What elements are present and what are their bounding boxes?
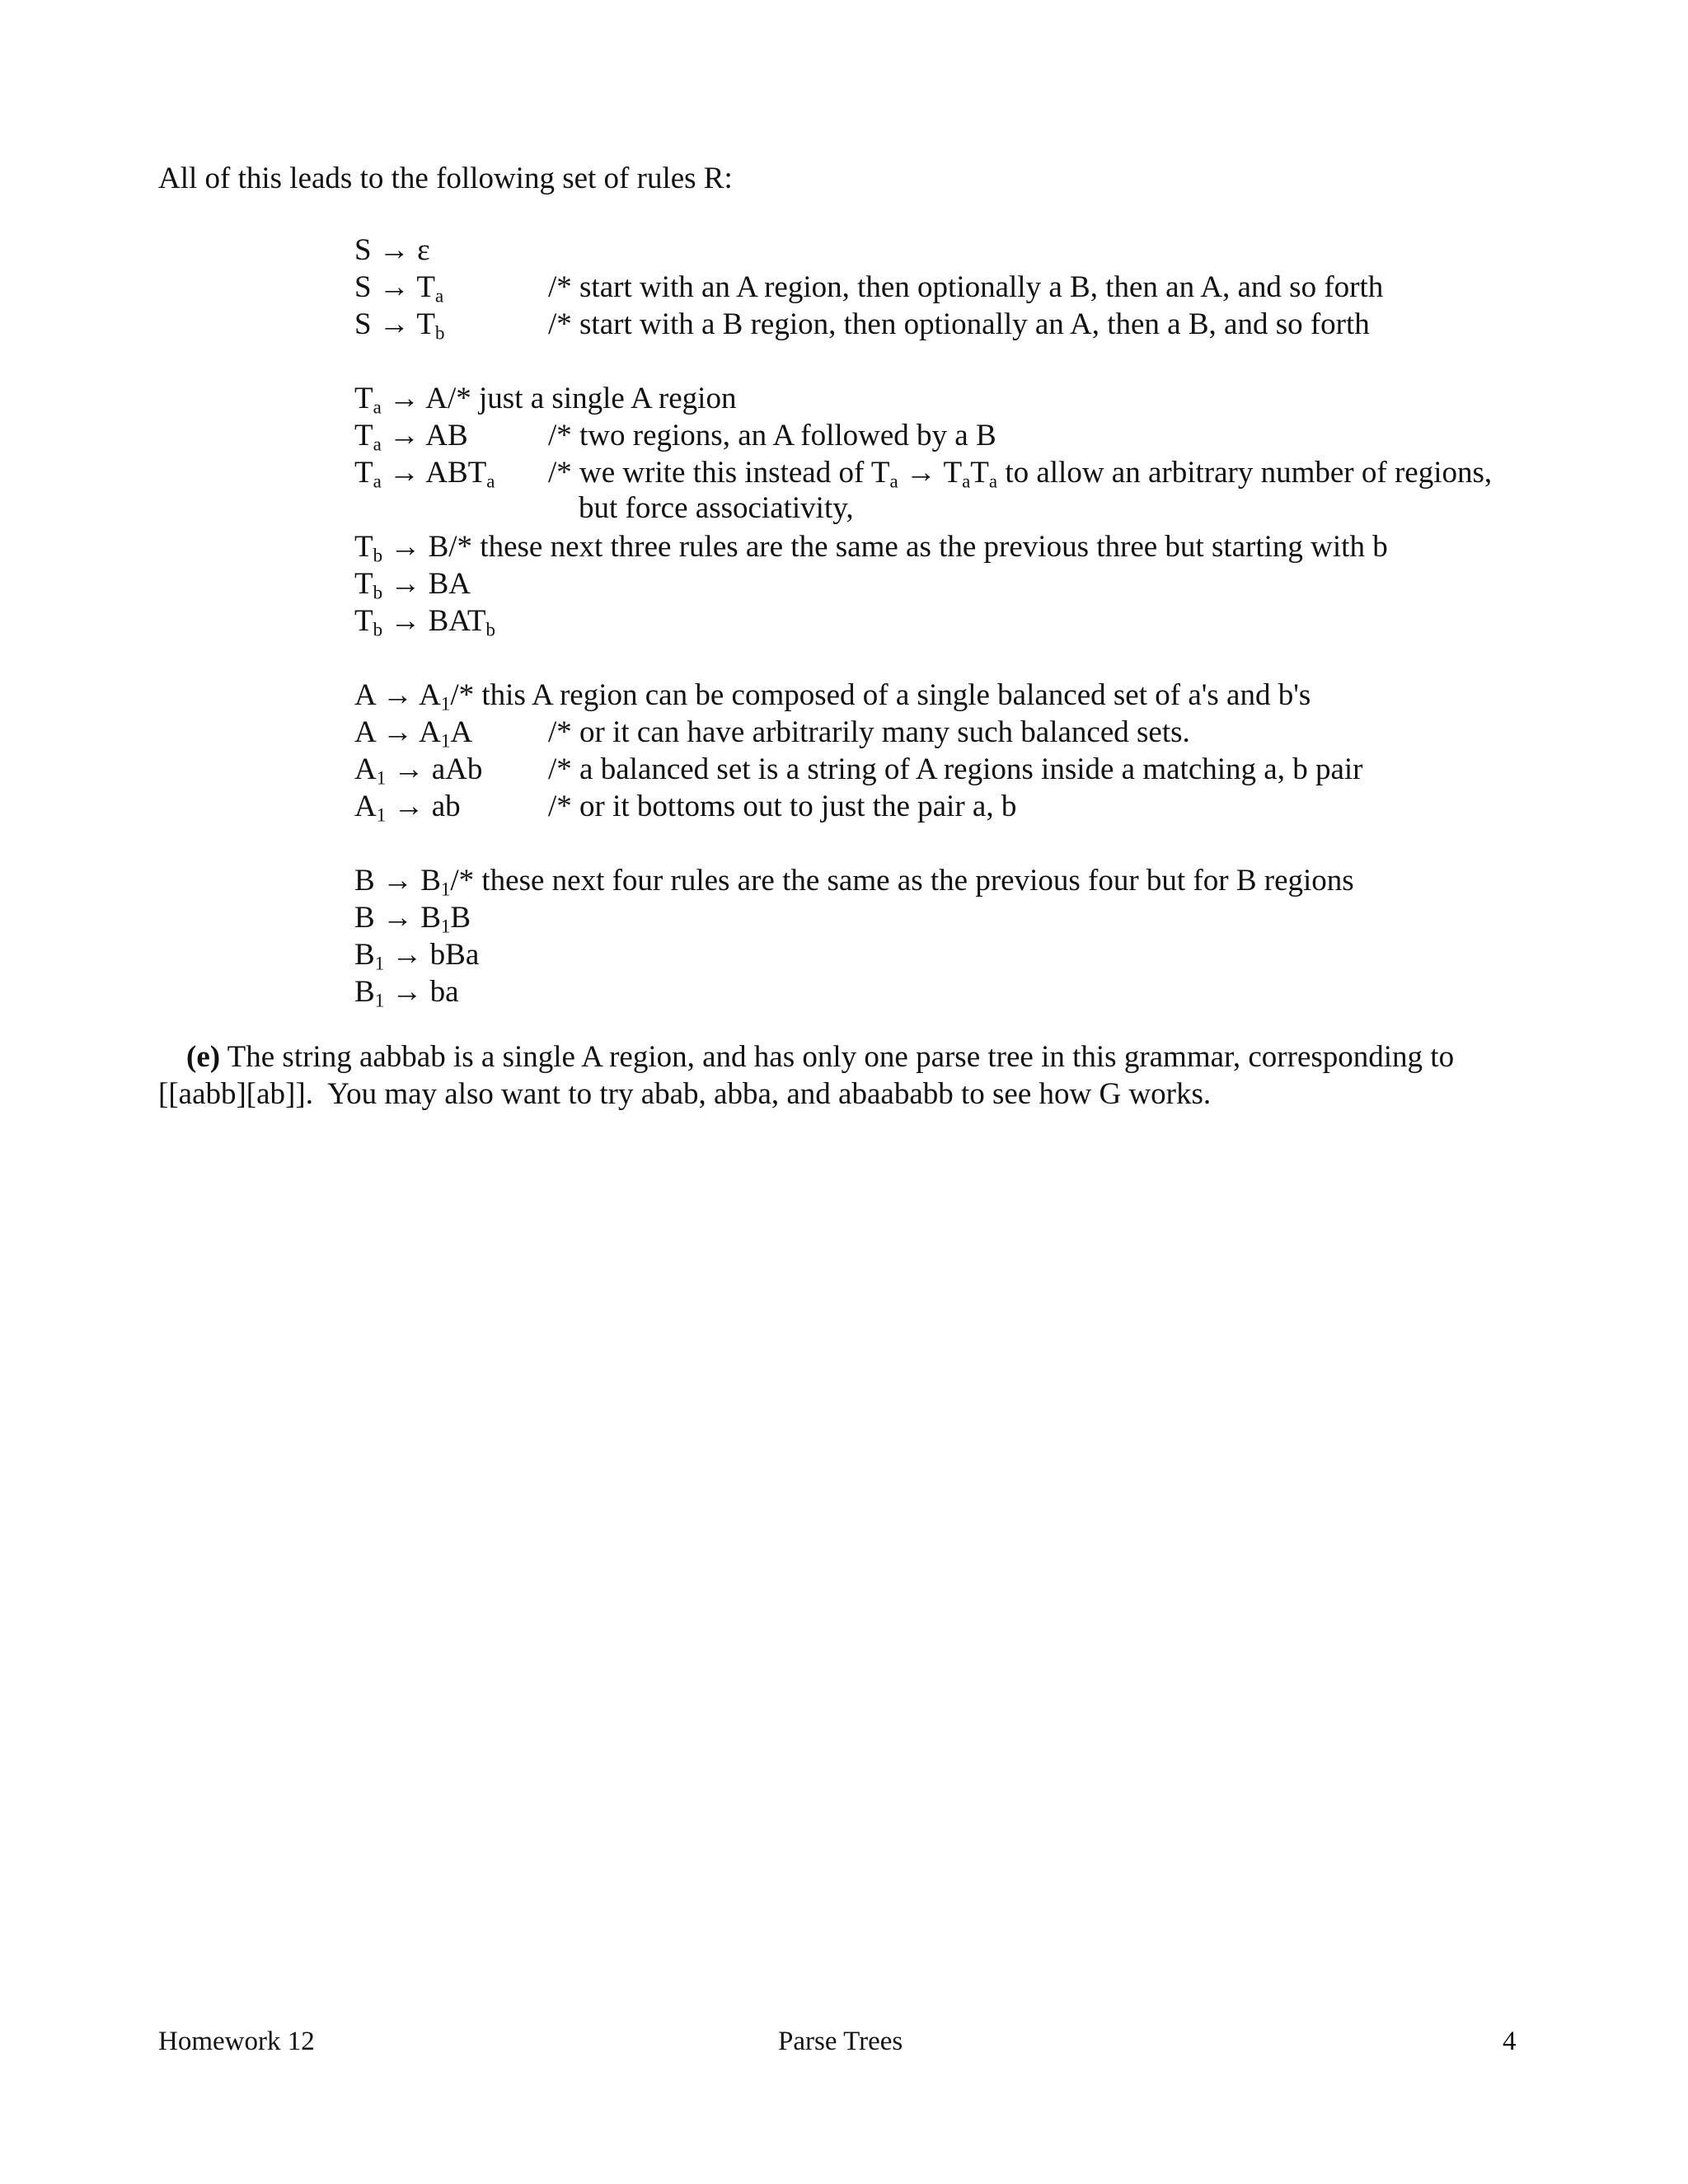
footer-right: 4 <box>1503 2027 1517 2056</box>
rule-lhs-subscript: b <box>373 582 383 603</box>
part-e-text-1: The string aabbab is a single A region, and has only one parse tree in this grammar, corresponding to <box>220 1040 1455 1074</box>
rule-rhs-text: bBa <box>429 938 480 972</box>
grammar-rule <box>354 567 471 603</box>
grammar-rule <box>354 715 1190 752</box>
grammar-rule <box>354 307 1370 344</box>
footer-center: Parse Trees <box>778 2027 903 2056</box>
grammar-rule <box>354 604 495 640</box>
rule-lhs: A <box>354 715 375 749</box>
rule-comment: /* this A region can be composed of a single balanced set of a's and b's <box>450 678 1311 712</box>
rule-production <box>354 307 445 344</box>
rule-production <box>354 864 450 898</box>
rule-rhs-text: B <box>450 901 471 935</box>
rule-lhs: A <box>354 790 377 823</box>
rule-production <box>354 382 448 418</box>
arrow-icon: → <box>386 752 432 786</box>
rule-comment-subscript: a <box>962 471 971 492</box>
rule-lhs-subscript: 1 <box>374 953 385 974</box>
grammar-rule <box>354 382 737 418</box>
rule-lhs: S <box>354 270 372 304</box>
rule-lhs: T <box>354 456 373 490</box>
rule-lhs: B <box>354 864 375 898</box>
rule-comment: /* these next three rules are the same as the previous three but starting with b <box>448 530 1388 564</box>
rule-lhs-subscript: a <box>373 434 382 455</box>
rule-comment-text: → T <box>898 456 963 490</box>
rule-rhs-text: B <box>420 864 441 898</box>
rule-comment-continuation: but force associativity, <box>579 491 854 525</box>
grammar-rule <box>354 975 459 1011</box>
rule-production <box>354 752 483 789</box>
rule-rhs-subscript: a <box>435 285 444 307</box>
grammar-rule <box>354 456 1493 492</box>
rule-rhs-text: B <box>420 901 441 935</box>
arrow-icon: → <box>381 419 426 452</box>
rule-rhs-text: T <box>416 270 436 304</box>
rule-lhs: T <box>354 567 373 601</box>
arrow-icon: → <box>384 975 430 1009</box>
rule-rhs-text: A <box>450 715 473 749</box>
rule-comment-text: /* we write this instead of T <box>548 456 890 490</box>
rule-lhs: A <box>354 752 377 786</box>
arrow-icon: → <box>371 307 417 341</box>
arrow-icon: → <box>382 604 429 638</box>
rule-lhs: A <box>354 678 375 712</box>
arrow-icon: → <box>374 678 420 712</box>
rule-rhs-text: ε <box>417 233 430 267</box>
rule-rhs-subscript: b <box>485 619 495 640</box>
rule-production <box>354 678 451 715</box>
grammar-rule <box>354 938 480 974</box>
rule-rhs-text: BA <box>428 567 471 601</box>
rule-production <box>354 419 468 455</box>
rule-lhs: S <box>354 233 372 267</box>
rule-lhs-subscript: a <box>373 471 382 492</box>
rule-production <box>354 604 495 638</box>
rule-comment: /* a balanced set is a string of A regions inside a matching a, b pair <box>548 752 1363 786</box>
grammar-rule <box>354 678 1311 715</box>
footer-left: Homework 12 <box>158 2027 315 2056</box>
arrow-icon: → <box>371 270 417 304</box>
rule-lhs: T <box>354 604 373 638</box>
rule-lhs: T <box>354 530 373 564</box>
arrow-icon: → <box>371 233 418 267</box>
rule-production <box>354 233 430 267</box>
rule-lhs-subscript: 1 <box>376 804 387 826</box>
rule-rhs-text: ABT <box>425 456 487 490</box>
grammar-rule <box>354 790 1017 826</box>
arrow-icon: → <box>381 456 426 490</box>
rule-comment: /* start with a B region, then optionally an A, then a B, and so forth <box>548 307 1370 341</box>
rule-production <box>354 715 473 752</box>
rule-comment-text: T <box>970 456 989 490</box>
arrow-icon: → <box>374 864 421 898</box>
rule-rhs-text: A <box>419 715 441 749</box>
rule-lhs: T <box>354 382 373 415</box>
arrow-icon: → <box>382 567 429 601</box>
rule-rhs-text: A <box>425 382 448 415</box>
rule-lhs: B <box>354 901 375 935</box>
rule-lhs-subscript: b <box>373 545 383 566</box>
grammar-rule <box>354 752 1363 789</box>
rule-production <box>354 456 495 490</box>
rule-production <box>354 567 471 601</box>
rule-comment-subscript: a <box>988 471 998 492</box>
arrow-icon: → <box>386 790 432 823</box>
rule-lhs-subscript: 1 <box>374 990 385 1011</box>
grammar-rule <box>354 419 996 455</box>
rule-comment: /* just a single A region <box>448 382 737 415</box>
rule-comment-subscript: a <box>889 471 898 492</box>
rule-rhs-text: A <box>419 678 441 712</box>
rule-rhs-subscript: a <box>486 471 495 492</box>
rule-comment-text: to allow an arbitrary number of regions, <box>997 456 1493 490</box>
arrow-icon: → <box>374 901 421 935</box>
rule-rhs-text: AB <box>425 419 468 452</box>
rule-production <box>354 790 461 826</box>
rule-lhs-subscript: b <box>373 619 383 640</box>
rule-rhs-subscript: b <box>435 322 445 344</box>
rule-comment: /* or it can have arbitrarily many such balanced sets. <box>548 715 1190 749</box>
grammar-rule <box>354 235 430 265</box>
rule-rhs-text: T <box>416 307 436 341</box>
rule-rhs-subscript: 1 <box>440 879 451 900</box>
rule-comment: /* two regions, an A followed by a B <box>548 419 996 452</box>
rule-rhs-subscript: 1 <box>440 693 451 715</box>
rule-production <box>354 270 444 307</box>
rule-comment: /* or it bottoms out to just the pair a, b <box>548 790 1017 823</box>
arrow-icon: → <box>374 715 420 749</box>
rule-production <box>354 901 471 935</box>
rule-lhs: B <box>354 938 375 972</box>
grammar-rule <box>354 270 1384 307</box>
grammar-rule <box>354 864 1354 900</box>
rule-production <box>354 975 459 1009</box>
rule-rhs-text: ba <box>429 975 459 1009</box>
rule-lhs: B <box>354 975 375 1009</box>
rule-comment: /* these next four rules are the same as the previous four but for B regions <box>450 864 1354 898</box>
rule-rhs-text: B <box>428 530 449 564</box>
rule-rhs-text: ab <box>431 790 461 823</box>
arrow-icon: → <box>381 382 426 415</box>
rule-rhs-subscript: 1 <box>440 916 451 937</box>
rule-lhs-subscript: 1 <box>376 767 387 789</box>
rule-production <box>354 530 448 564</box>
rule-lhs: T <box>354 419 373 452</box>
intro-text: All of this leads to the following set of rules R: <box>158 162 733 195</box>
arrow-icon: → <box>384 938 430 972</box>
rule-comment: /* start with an A region, then optionally a B, then an A, and so forth <box>548 270 1384 304</box>
part-e-label: (e) <box>186 1040 221 1074</box>
grammar-rule <box>354 530 1388 566</box>
part-e-line-1 <box>186 1042 1454 1072</box>
rule-rhs-subscript: 1 <box>440 730 451 752</box>
rule-comment <box>548 456 1493 492</box>
grammar-rule <box>354 901 471 937</box>
rule-production <box>354 938 479 972</box>
part-e-line-2: [[aabb][ab]]. You may also want to try abab, abba, and abaababb to see how G works. <box>158 1077 1212 1111</box>
rule-lhs-subscript: a <box>373 396 382 418</box>
rule-lhs: S <box>354 307 372 341</box>
arrow-icon: → <box>382 530 429 564</box>
rule-rhs-text: BAT <box>428 604 486 638</box>
rule-rhs-text: aAb <box>431 752 483 786</box>
